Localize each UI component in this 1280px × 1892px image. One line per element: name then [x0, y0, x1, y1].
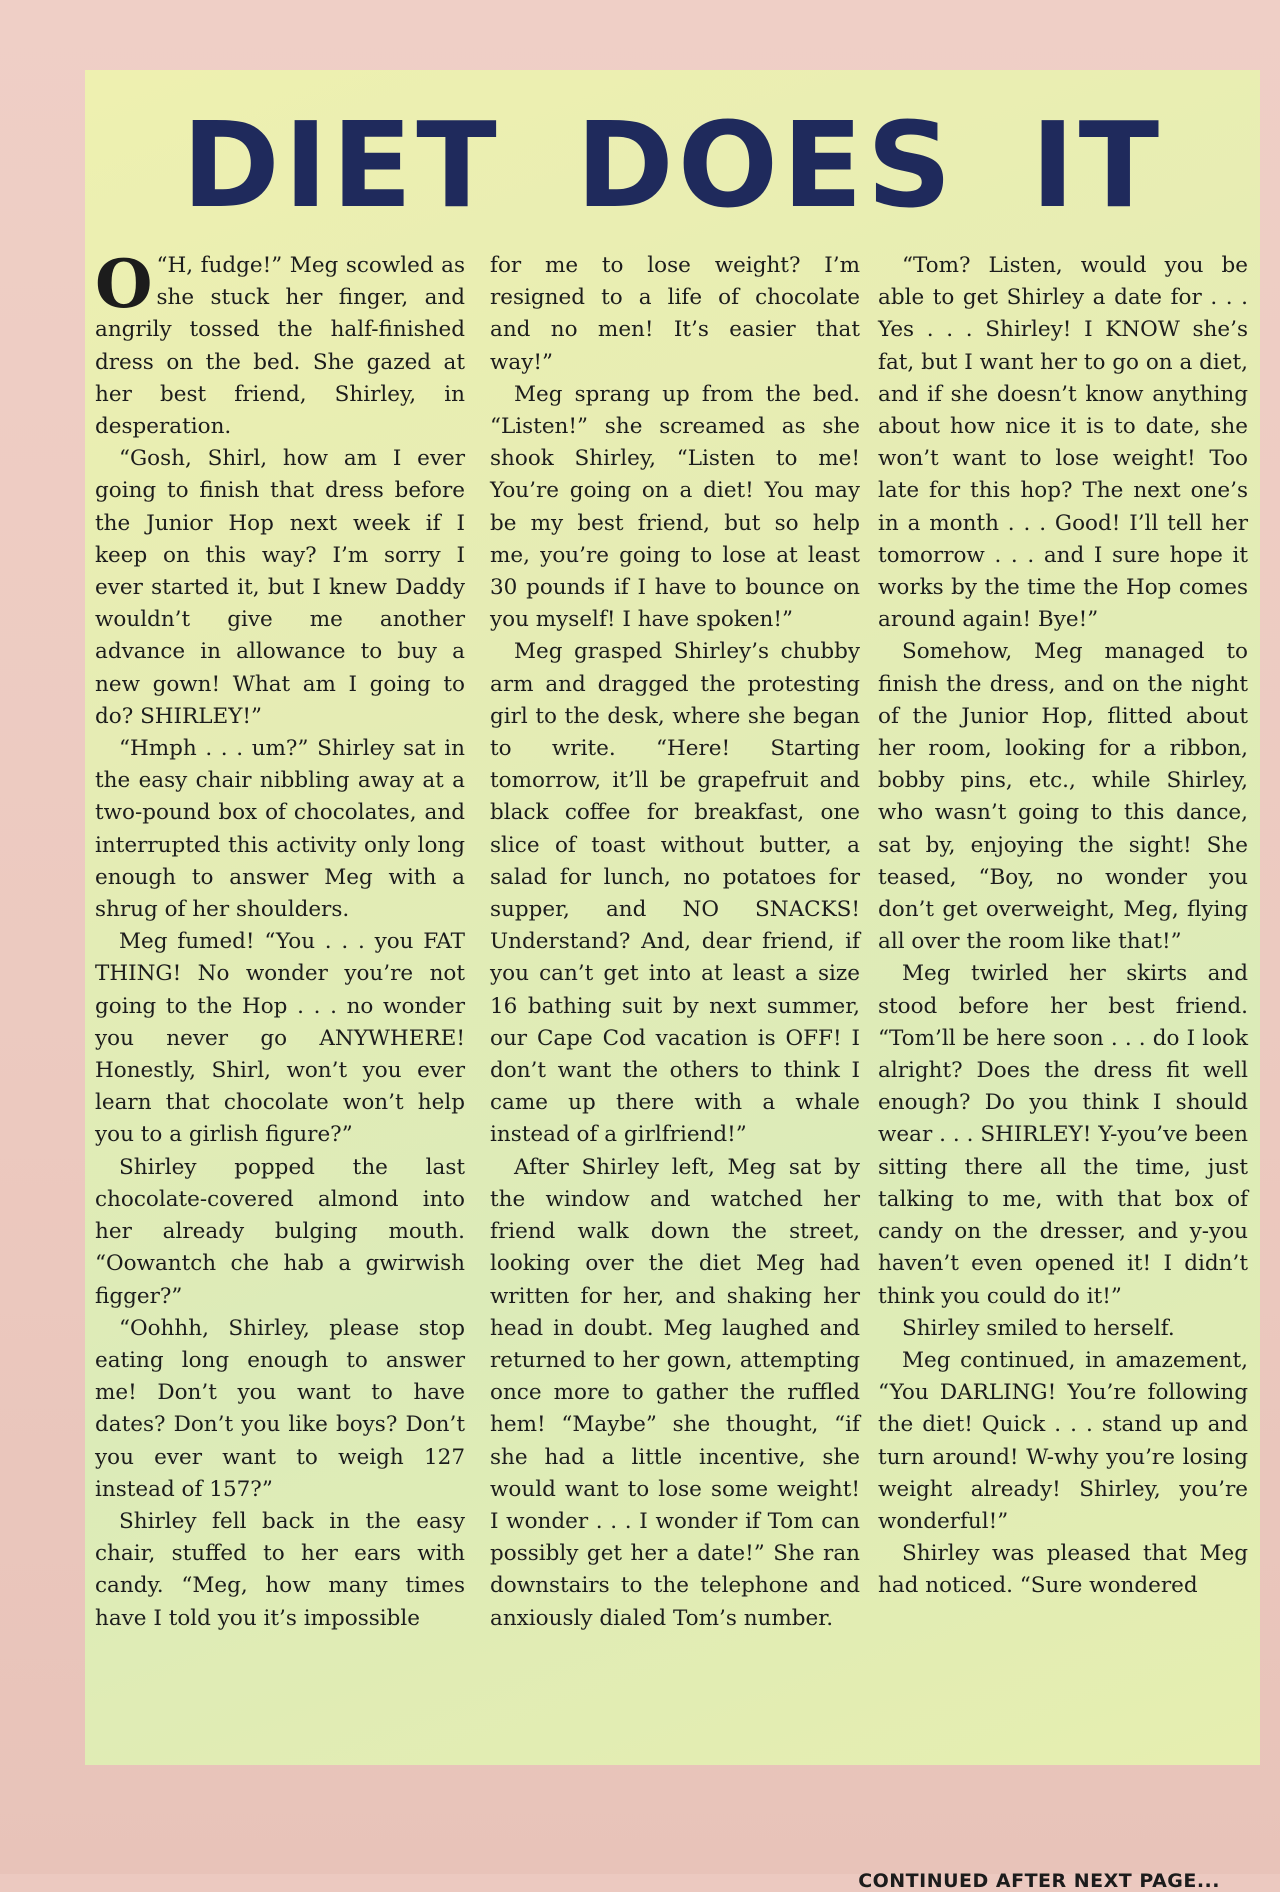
continued-notice: CONTINUED AFTER NEXT PAGE...: [858, 1870, 1220, 1892]
paragraph: “Oohhh, Shirley, please stop eating long enough to answer me! Don’t you want to have dates? Don’t you like boys? Don’t you ever want to weigh 127 instead of 157?”: [95, 1315, 465, 1502]
paragraph: “Hmph . . . um?” Shirley sat in the easy chair nibbling away at a two-pound box of chocolates, and interrupted this activity only long enough to answer Meg with a shrug of her shoulders.: [95, 736, 465, 923]
paragraph: Meg grasped Shirley’s chubby arm and dragged the protesting girl to the desk, where she began to write. “Here! Starting tomorrow, it’ll be grapefruit and black coffee for breakfast, one slice of toast without butter, a salad for lunch, no potatoes for supper, and NO SNACKS! Understand? And, dear friend, if you can’t get into at least a size 16 bathing suit by next summer, our Cape Cod vacation is OFF! I don’t want the others to think I came up there with a whale instead of a girlfriend!”: [490, 639, 860, 1148]
drop-cap: O: [95, 245, 153, 323]
paragraph: Shirley fell back in the easy chair, stuffed to her ears with candy. “Meg, how many times have I told you it’s impossible: [95, 1508, 465, 1631]
paragraph: “Tom? Listen, would you be able to get Shirley a date for . . . Yes . . . Shirley! I KNOW she’s fat, but I want her to go on a diet, and if she doesn’t know anything about how nice it is to date, she won’t want to lose weight! Too late for this hop? The next one’s in a month . . . Good! I’ll tell her tomorrow . . . and I sure hope it works by the time the Hop comes around again! Bye!”: [878, 253, 1248, 633]
paragraph: for me to lose weight? I’m resigned to a life of chocolate and no men! It’s easier that way!”: [490, 253, 860, 375]
story-columns: [95, 245, 1255, 1892]
paragraph: Meg fumed! “You . . . you FAT THING! No wonder you’re not going to the Hop . . . no wonder you never go ANYWHERE! Honestly, Shirl, won’t you ever learn that chocolate won’t help you to a girlish figure?”: [95, 929, 465, 1148]
paragraph: Meg twirled her skirts and stood before her best friend. “Tom’ll be here soon . . . do I look alright? Does the dress fit well enough? Do you think I should wear . . . SHIRLEY! Y-you’ve been sitting there all the time, just talking to me, with that box of candy on the dresser, and y-you haven’t even opened it! I didn’t think you could do it!”: [878, 961, 1248, 1309]
paragraph: Meg continued, in amazement, “You DARLING! You’re following the diet! Quick . . . stand up and turn around! W-why you’re losing weight already! Shirley, you’re wonderful!”: [878, 1347, 1248, 1534]
paragraph: Shirley was pleased that Meg had noticed. “Sure wondered: [878, 1541, 1248, 1599]
paragraph: Shirley smiled to herself.: [902, 1315, 1175, 1341]
story-panel: [85, 70, 1260, 1892]
paragraph: After Shirley left, Meg sat by the window and watched her friend walk down the street, looking over the diet Meg had written for her, and shaking her head in doubt. Meg laughed and returned to her gown, attempting once more to gather the ruffled hem! “Maybe” she thought, “if she had a little incentive, she would want to lose some weight! I wonder . . . I wonder if Tom can possibly get her a date!” She ran downstairs to the telephone and anxiously dialed Tom’s number.: [490, 1154, 860, 1631]
column-3: [878, 250, 1248, 1603]
paragraph: “Gosh, Shirl, how am I ever going to finish that dress before the Junior Hop next week if I keep on this way? I’m sorry I ever started it, but I knew Daddy wouldn’t give me another advance in allowance to buy a new gown! What am I going to do? SHIRLEY!”: [95, 446, 465, 729]
paragraph: Meg sprang up from the bed. “Listen!” she screamed as she shook Shirley, “Listen to me! You’re going on a diet! You may be my best friend, but so help me, you’re going to lose at least 30 pounds if I have to bounce on you myself! I have spoken!”: [490, 381, 860, 633]
story-title: DIET DOES IT: [181, 96, 1164, 234]
column-2: [490, 250, 860, 1635]
paragraph: O “H, fudge!” Meg scowled as she stuck her finger, and angrily tossed the half-finished dress on the bed. She gazed at her best friend, Shirley, in desperation.: [95, 245, 465, 440]
paragraph: Somehow, Meg managed to finish the dress, and on the night of the Junior Hop, flitted about her room, looking for a ribbon, bobby pins, etc., while Shirley, who wasn’t going to this dance, sat by, enjoying the sight! She teased, “Boy, no wonder you don’t get overweight, Meg, flying all over the room like that!”: [878, 639, 1248, 955]
column-1: [95, 245, 465, 1635]
paragraph: Shirley popped the last chocolate-covered almond into her already bulging mouth. “Oowantch che hab a gwirwish figger?”: [95, 1154, 465, 1309]
